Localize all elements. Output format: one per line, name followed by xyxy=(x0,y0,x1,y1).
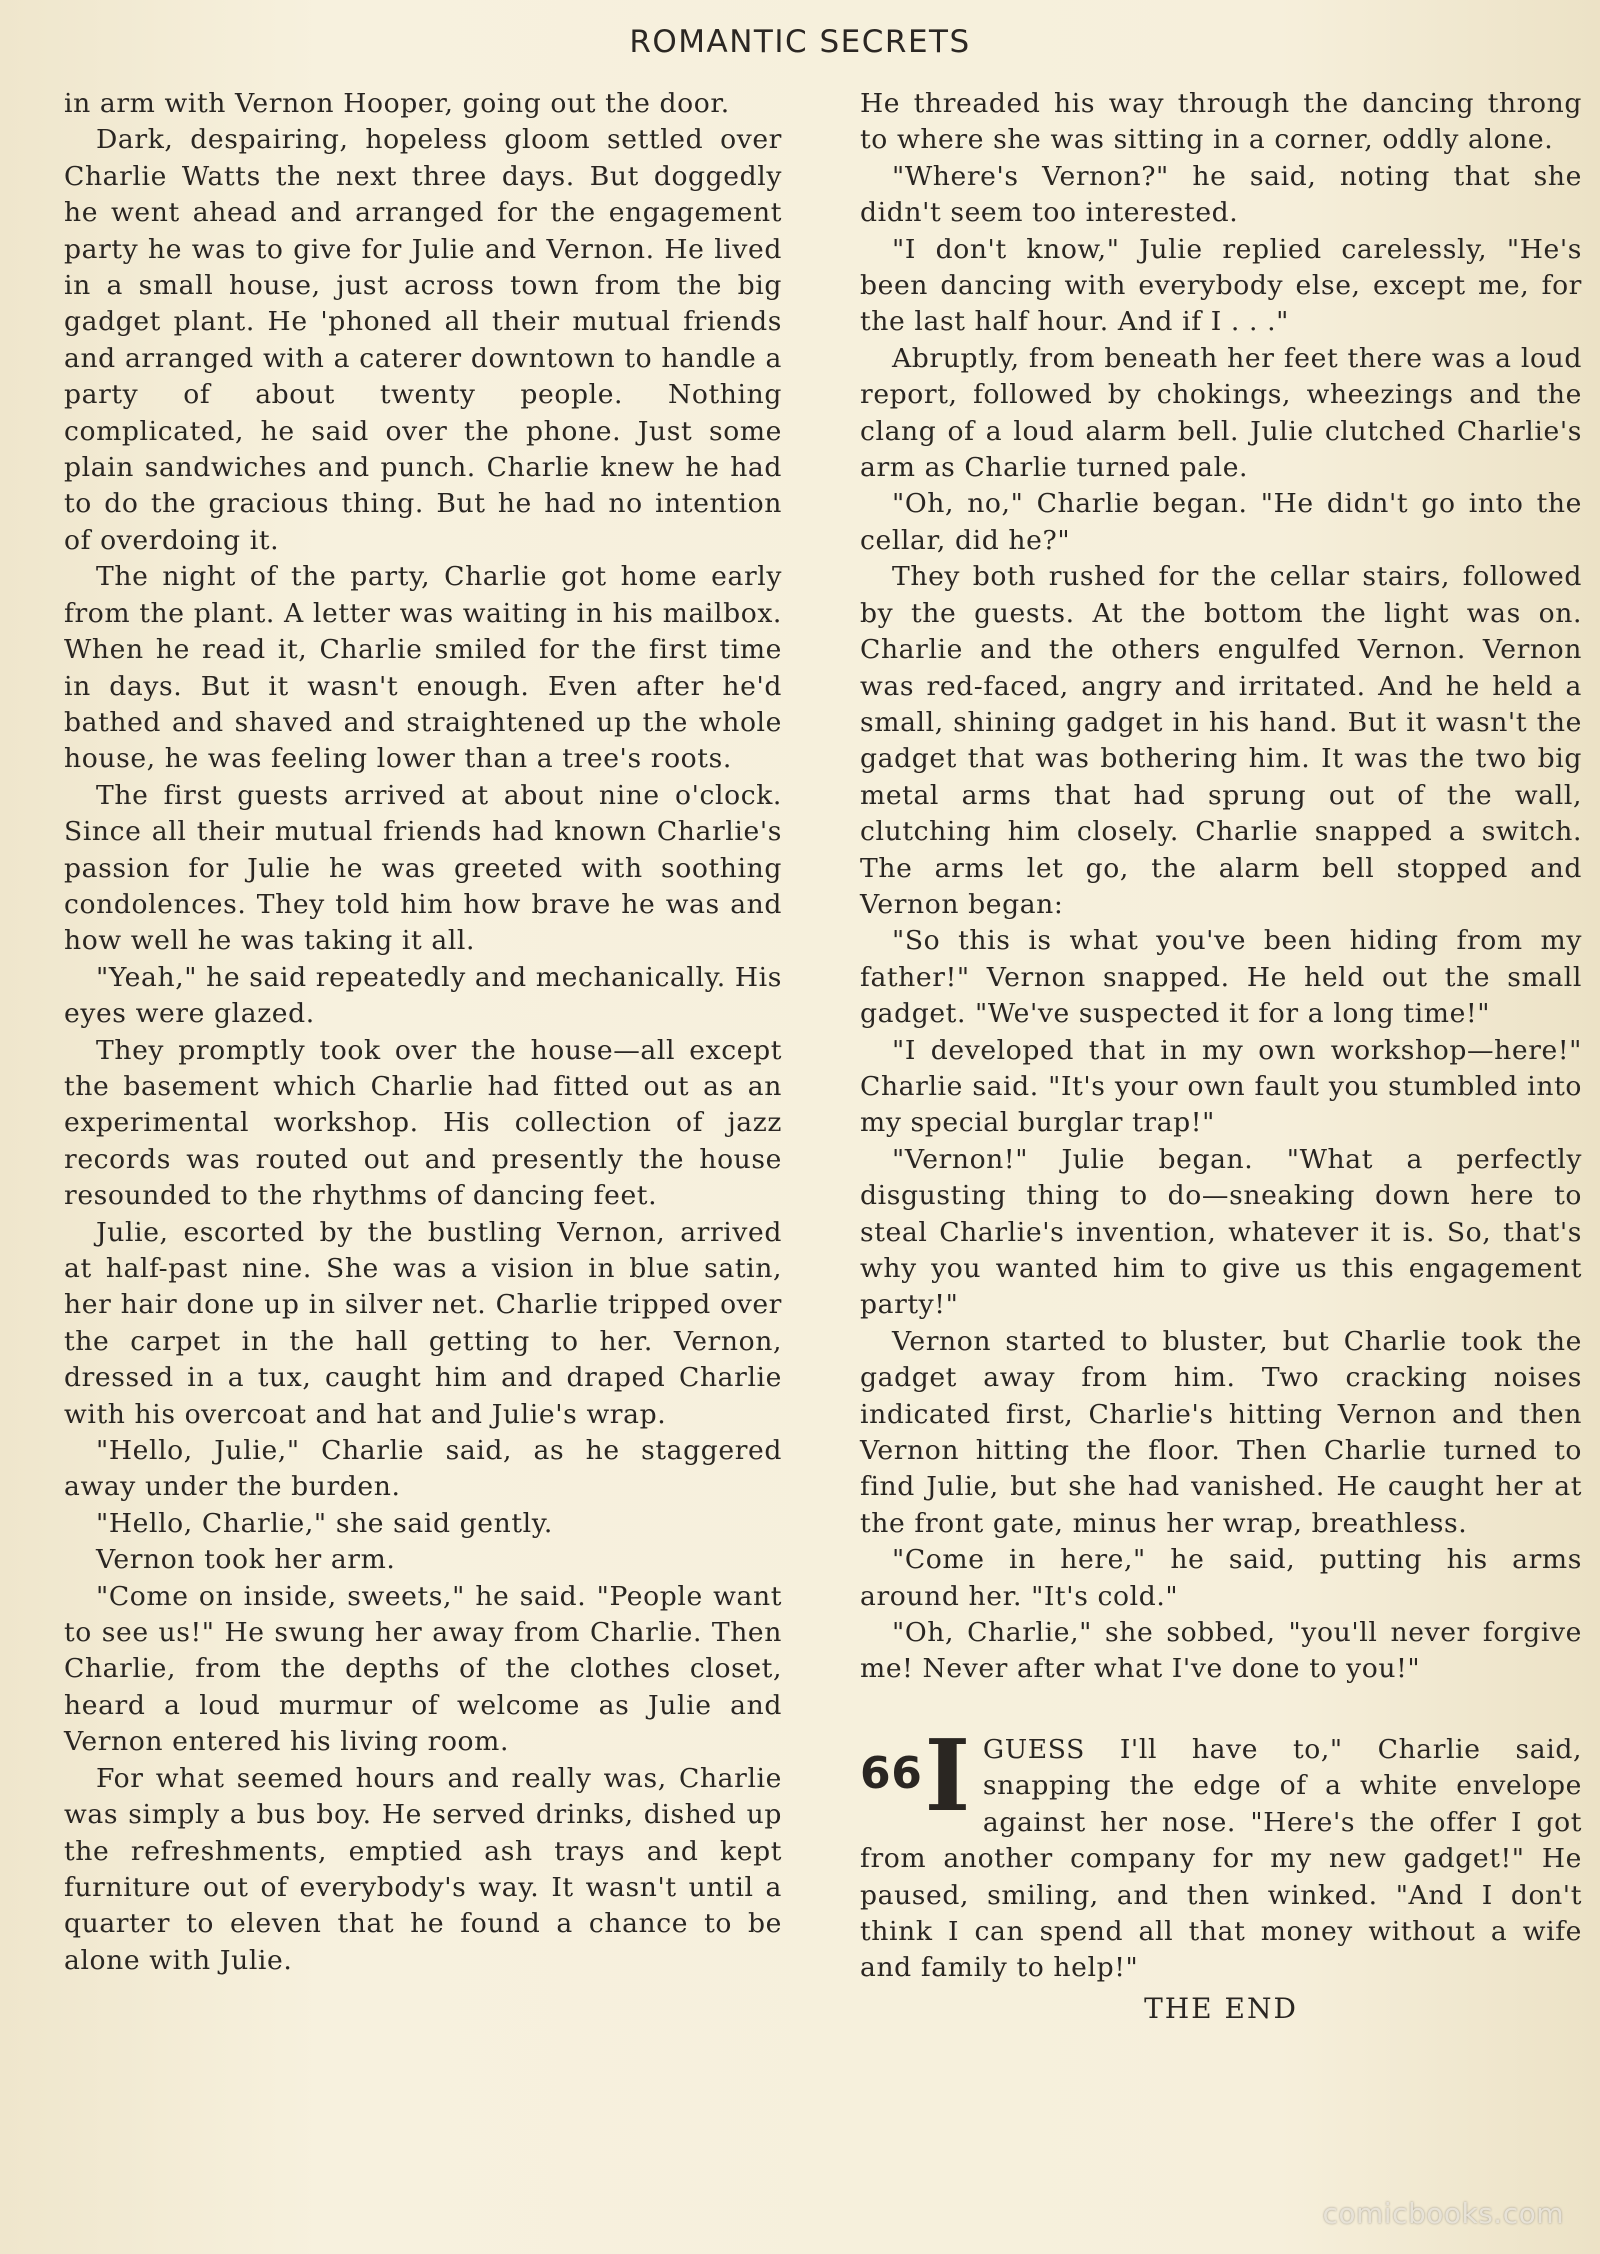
paragraph: "Hello, Charlie," she said gently. xyxy=(96,1507,553,1539)
final-paragraph-text: GUESS I'll have to," Charlie said, snapping the edge of a white envelope against her nose. "Here's the offer I got from another company for my new gadget!" He paused, smiling, and then winked. "And I don't think I can spend all that money without a wife and family to help!" xyxy=(860,1733,1582,1984)
paragraph: Abruptly, from beneath her feet there was a loud report, followed by chokings, wheezings and the clang of a loud alarm bell. Julie clutched Charlie's arm as Charlie turned pale. xyxy=(860,342,1582,484)
paragraph: Julie, escorted by the bustling Vernon, arrived at half-past nine. She was a vision in blue satin, her hair done up in silver net. Charlie tripped over the carpet in the hall getting to her. Vernon, dressed in a tux, caught him and draped Charlie with his overcoat and hat and Julie's wrap. xyxy=(64,1216,782,1430)
paragraph: in arm with Vernon Hooper, going out the door. xyxy=(64,88,730,119)
paragraph: Dark, despairing, hopeless gloom settled over Charlie Watts the next three days. But doggedly he went ahead and arranged for the engagement party he was to give for Julie and Vernon. He lived in a small house, just across town from the big gadget plant. He 'phoned all their mutual friends and arranged with a caterer downtown to handle a party of about twenty people. Nothing complicated, he said over the phone. Just some plain sandwiches and punch. Charlie knew he had to do the gracious thing. But he had no intention of overdoing it. xyxy=(64,124,782,556)
page-header: ROMANTIC SECRETS xyxy=(629,24,971,60)
paragraph: "Where's Vernon?" he said, noting that she didn't seem too interested. xyxy=(860,160,1582,229)
the-end-label: THE END xyxy=(1144,1991,1298,2025)
final-paragraph xyxy=(860,1718,1582,1987)
paragraph: The night of the party, Charlie got home early from the plant. A letter was waiting in his mailbox. When he read it, Charlie smiled for the first time in days. But it wasn't enough. Even after he'd bathed and shaved and straightened up the whole house, he was feeling lower than a tree's roots. xyxy=(64,561,782,775)
paragraph: They promptly took over the house—all except the basement which Charlie had fitted out as an experimental workshop. His collection of jazz records was routed out and presently the house resounded to the rhythms of dancing feet. xyxy=(64,1034,782,1212)
paragraph: Vernon took her arm. xyxy=(96,1544,396,1576)
paragraph: For what seemed hours and really was, Charlie was simply a bus boy. He served drinks, dished up the refreshments, emptied ash trays and kept furniture out of everybody's way. It wasn't until a quarter to eleven that he found a chance to be alone with Julie. xyxy=(64,1762,782,1976)
paragraph: "Oh, no," Charlie began. "He didn't go into the cellar, did he?" xyxy=(860,488,1582,556)
paragraph: They both rushed for the cellar stairs, followed by the guests. At the bottom the light was on. Charlie and the others engulfed Vernon. Vernon was red-faced, angry and irritated. And he held a small, shining gadget in his hand. But it wasn't the gadget that was bothering him. It was the two big metal arms that had sprung out of the wall, clutching him closely. Charlie snapped a switch. The arms let go, the alarm bell stopped and Vernon began: xyxy=(860,561,1582,920)
paragraph: "Come in here," he said, putting his arms around her. "It's cold." xyxy=(860,1544,1582,1612)
paragraph: "I don't know," Julie replied carelessly, "He's been dancing with everybody else, except me, for the last half hour. And if I . . ." xyxy=(860,233,1582,338)
open-quote-mark: 66 xyxy=(860,1747,923,1799)
paragraph: "Hello, Julie," Charlie said, as he staggered away under the burden. xyxy=(64,1435,782,1503)
site-watermark: comicbooks.com xyxy=(1322,2197,1564,2230)
paragraph: He threaded his way through the dancing throng to where she was sitting in a corner, oddly alone. xyxy=(860,88,1582,156)
paragraph: The first guests arrived at about nine o'clock. Since all their mutual friends had known Charlie's passion for Julie he was greeted with soothing condolences. They told him how brave he was and how well he was taking it all. xyxy=(64,779,782,957)
paragraph: "I developed that in my own workshop—here!" Charlie said. "It's your own fault you stumbled into my special burglar trap!" xyxy=(860,1034,1582,1139)
paragraph: Vernon started to bluster, but Charlie took the gadget away from him. Two cracking noises indicated first, Charlie's hitting Vernon and then Vernon hitting the floor. Then Charlie turned to find Julie, but she had vanished. He caught her at the front gate, minus her wrap, breathless. xyxy=(860,1325,1582,1539)
paragraph: "Vernon!" Julie began. "What a perfectly disgusting thing to do—sneaking down here to steal Charlie's invention, whatever it is. So, that's why you wanted him to give us this engagement party!" xyxy=(860,1143,1582,1321)
right-column xyxy=(860,86,1582,2027)
paragraph: "So this is what you've been hiding from my father!" Vernon snapped. He held out the small gadget. "We've suspected it for a long time!" xyxy=(860,925,1582,1030)
left-column xyxy=(64,86,782,1979)
paragraph: "Yeah," he said repeatedly and mechanically. His eyes were glazed. xyxy=(64,961,782,1030)
drop-cap: I xyxy=(924,1718,971,1834)
paragraph: "Oh, Charlie," she sobbed, "you'll never forgive me! Never after what I've done to you!" xyxy=(860,1617,1582,1685)
paragraph: "Come on inside, sweets," he said. "People want to see us!" He swung her away from Charlie. Then Charlie, from the depths of the clothes closet, heard a loud murmur of welcome as Julie and Vernon entered his living room. xyxy=(64,1580,782,1758)
